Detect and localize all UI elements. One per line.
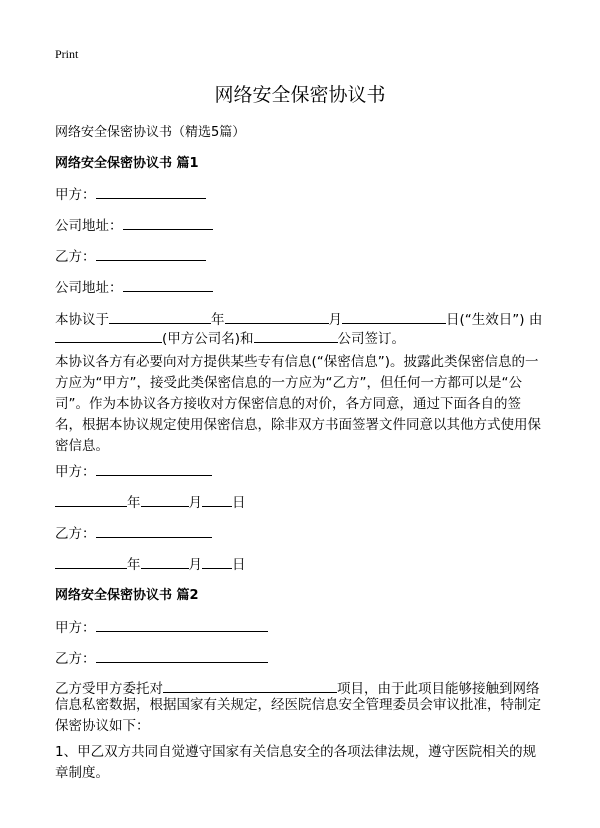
company-b-blank[interactable] bbox=[254, 328, 338, 343]
party-a-row bbox=[55, 183, 206, 203]
month-label: 月 bbox=[328, 312, 342, 328]
sign-b-blank[interactable] bbox=[96, 523, 212, 538]
signed-label: 公司签订。 bbox=[337, 331, 406, 347]
address-b-label: 公司地址： bbox=[55, 280, 123, 296]
date-b-month-blank[interactable] bbox=[141, 554, 189, 569]
entrust-continuation: 信息私密数据，根据国家有关规定，经医院信息安全管理委员会审议批准，特制定保密协议如下： bbox=[55, 697, 541, 734]
date-a-year-label: 年 bbox=[127, 495, 141, 511]
section-1-heading: 网络安全保密协议书 篇1 bbox=[55, 156, 199, 171]
date-b-year-blank[interactable] bbox=[55, 554, 127, 569]
sign-a-row bbox=[55, 460, 212, 480]
s2-party-b-row bbox=[55, 647, 268, 667]
date-a-day-blank[interactable] bbox=[202, 492, 232, 507]
clause-1: 1、甲乙双方共同自觉遵守国家有关信息安全的各项法律法规，遵守医院相关的规章制度。 bbox=[55, 744, 537, 781]
sign-b-row bbox=[55, 522, 212, 542]
date-b-year-label: 年 bbox=[127, 557, 141, 573]
section-2-heading: 网络安全保密协议书 篇2 bbox=[55, 588, 199, 603]
sign-a-blank[interactable] bbox=[96, 461, 212, 476]
date-a-month-blank[interactable] bbox=[141, 492, 189, 507]
party-b-row bbox=[55, 245, 206, 265]
party-a-label: 甲方： bbox=[55, 187, 96, 203]
company-a-label: (甲方公司名)和 bbox=[162, 331, 254, 347]
year-label: 年 bbox=[211, 312, 225, 328]
address-a-label: 公司地址： bbox=[55, 218, 123, 234]
effective-day-label: 日(“生效日”) 由 bbox=[446, 312, 543, 328]
entrust-suffix: 项目，由于此项目能够接触到网络 bbox=[337, 681, 540, 697]
date-a-row bbox=[55, 491, 246, 511]
agreement-month-blank[interactable] bbox=[225, 309, 329, 324]
agreement-date-row bbox=[55, 308, 542, 328]
agreement-day-blank[interactable] bbox=[342, 309, 446, 324]
party-a-blank[interactable] bbox=[96, 184, 206, 199]
date-b-row bbox=[55, 553, 246, 573]
confidentiality-paragraph: 本协议各方有必要向对方提供某些专有信息(“保密信息”)。披露此类保密信息的一方应为“甲方”，接受此类保密信息的一方应为“乙方”，但任何一方都可以是“公司”。作为本协议各方接收对方保密信息的对价，各方同意，通过下面各自的签名，根据本协议规定使用保密信息，除非双方书面签署文件同意以其他方式使用保密信息。 bbox=[55, 354, 541, 454]
document-subtitle: 网络安全保密协议书（精选5篇） bbox=[55, 125, 246, 140]
address-b-blank[interactable] bbox=[123, 277, 213, 292]
date-b-day-blank[interactable] bbox=[202, 554, 232, 569]
date-a-month-label: 月 bbox=[188, 495, 202, 511]
s2-party-a-row bbox=[55, 616, 268, 636]
address-b-row bbox=[55, 276, 213, 296]
document-title: 网络安全保密协议书 bbox=[214, 84, 386, 106]
print-label[interactable]: Print bbox=[55, 47, 79, 61]
sign-b-label: 乙方： bbox=[55, 526, 96, 542]
entrust-prefix: 乙方受甲方委托对 bbox=[55, 681, 163, 697]
s2-party-b-blank[interactable] bbox=[96, 648, 268, 663]
date-b-month-label: 月 bbox=[188, 557, 202, 573]
address-a-row bbox=[55, 214, 213, 234]
entrust-row bbox=[55, 677, 540, 697]
agreement-intro: 本协议于 bbox=[55, 312, 109, 328]
party-b-blank[interactable] bbox=[96, 246, 206, 261]
party-b-label: 乙方： bbox=[55, 249, 96, 265]
s2-party-b-label: 乙方： bbox=[55, 651, 96, 667]
address-a-blank[interactable] bbox=[123, 215, 213, 230]
company-a-blank[interactable] bbox=[55, 328, 162, 343]
date-a-year-blank[interactable] bbox=[55, 492, 127, 507]
date-a-day-label: 日 bbox=[232, 495, 246, 511]
date-b-day-label: 日 bbox=[232, 557, 246, 573]
sign-a-label: 甲方： bbox=[55, 464, 96, 480]
s2-party-a-blank[interactable] bbox=[96, 617, 268, 632]
project-name-blank[interactable] bbox=[163, 678, 337, 693]
s2-party-a-label: 甲方： bbox=[55, 620, 96, 636]
agreement-year-blank[interactable] bbox=[109, 309, 211, 324]
agreement-parties-row bbox=[55, 327, 405, 347]
